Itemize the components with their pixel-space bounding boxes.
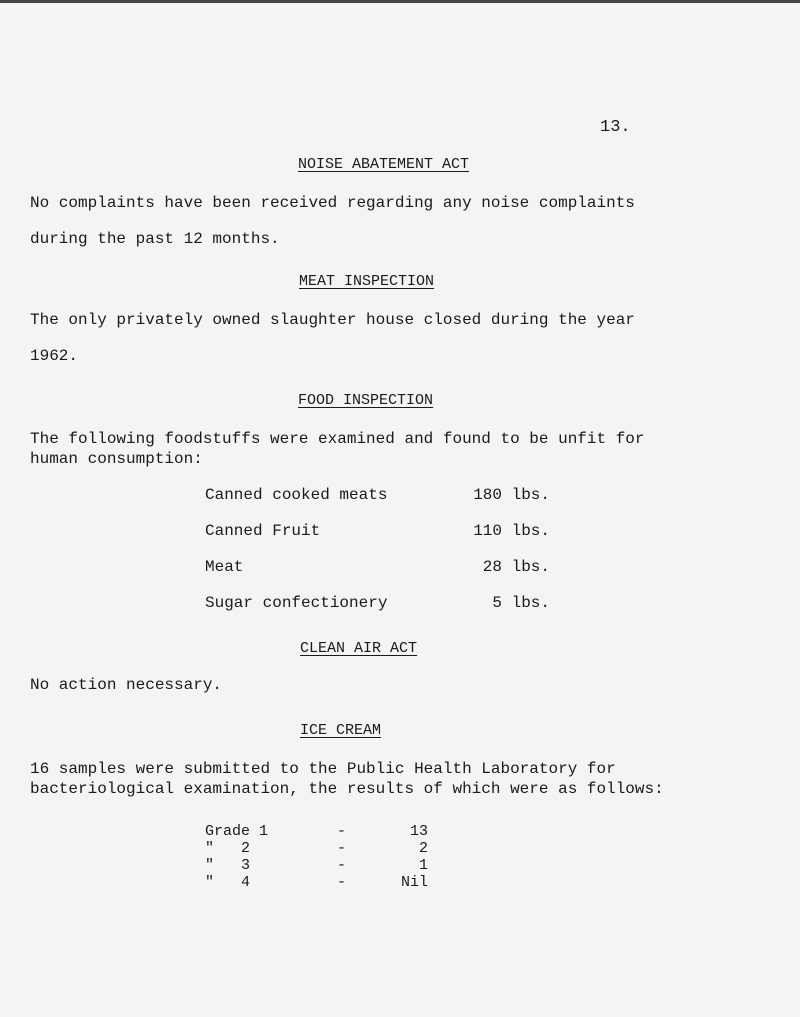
food-item-qty: 110 lbs.	[473, 522, 550, 540]
food-item-qty: 5 lbs.	[492, 594, 550, 612]
page-number: 13.	[600, 118, 631, 137]
grade-value: 13	[409, 823, 428, 840]
grade-dash: -	[337, 840, 347, 857]
noise-text-line1: No complaints have been received regarding any noise complaints	[30, 194, 635, 212]
grade-value: 2	[418, 840, 428, 857]
noise-heading: NOISE ABATEMENT ACT	[298, 156, 470, 173]
grade-label: " 4	[205, 874, 251, 891]
food-item-name: Sugar confectionery	[205, 594, 388, 612]
ice-cream-text-line1: 16 samples were submitted to the Public Health Laboratory for	[30, 760, 616, 778]
grade-label: " 3	[205, 857, 251, 874]
meat-heading: MEAT INSPECTION	[299, 273, 435, 290]
food-item-name: Canned Fruit	[205, 522, 321, 540]
clean-air-heading: CLEAN AIR ACT	[300, 640, 418, 657]
grade-value: 1	[418, 857, 428, 874]
grade-dash: -	[337, 857, 347, 874]
food-item-name: Meat	[205, 558, 244, 576]
food-text-line1: The following foodstuffs were examined and found to be unfit for	[30, 430, 645, 448]
ice-cream-heading: ICE CREAM	[300, 722, 382, 739]
grade-value: Nil	[400, 874, 428, 891]
clean-air-text: No action necessary.	[30, 676, 223, 694]
meat-text-line1: The only privately owned slaughter house closed during the year	[30, 311, 635, 329]
noise-text-line2: during the past 12 months.	[30, 230, 280, 248]
food-heading: FOOD INSPECTION	[298, 392, 434, 409]
grade-label: Grade 1	[205, 823, 269, 840]
grade-dash: -	[337, 874, 347, 891]
grade-dash: -	[337, 823, 347, 840]
top-border-line	[0, 0, 800, 3]
ice-cream-text-line2: bacteriological examination, the results of which were as follows:	[30, 780, 664, 798]
food-item-qty: 180 lbs.	[473, 486, 550, 504]
grade-label: " 2	[205, 840, 251, 857]
meat-text-line2: 1962.	[30, 347, 79, 365]
food-item-qty: 28 lbs.	[482, 558, 550, 576]
food-item-name: Canned cooked meats	[205, 486, 388, 504]
food-text-line2: human consumption:	[30, 450, 203, 468]
